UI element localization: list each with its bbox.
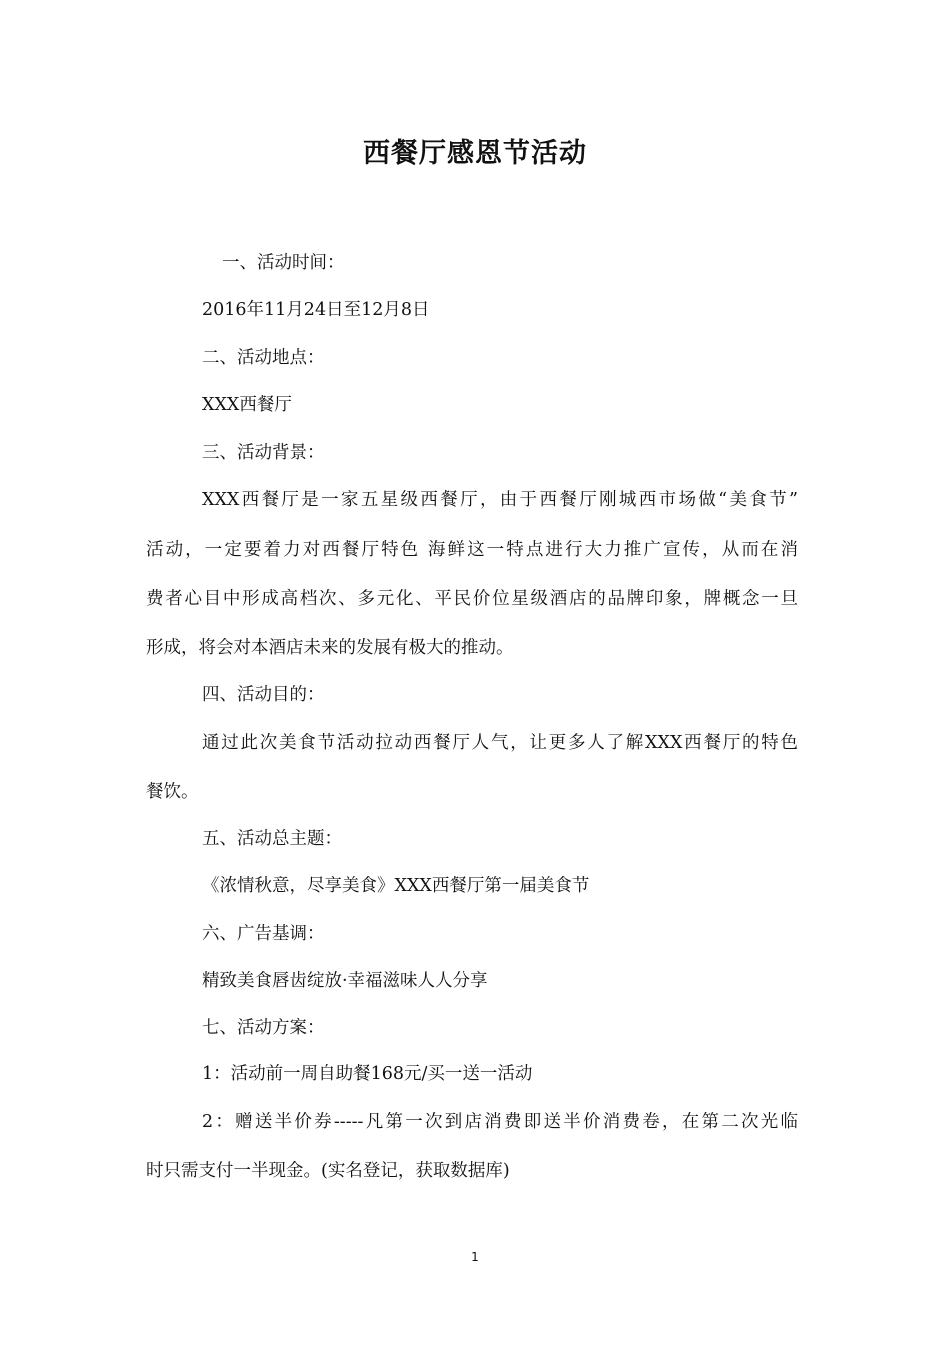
heading-activity-plan: 七、活动方案： [202, 1018, 325, 1038]
heading-activity-purpose: 四、活动目的： [202, 685, 325, 705]
activity-time-value: 2016年11月24日至12月8日 [202, 300, 430, 320]
plan-item-1: 1：活动前一周自助餐168元/买一送一活动 [202, 1064, 533, 1084]
heading-activity-background: 三、活动背景： [202, 443, 325, 463]
background-paragraph-line: 费者心目中形成高档次、多元化、平民价位星级酒店的品牌印象，牌概念一旦 [146, 589, 798, 609]
background-paragraph-line: 活动，一定要着力对西餐厅特色 海鲜这一特点进行大力推广宣传，从而在消 [146, 540, 798, 560]
ad-tone-value: 精致美食唇齿绽放·幸福滋味人人分享 [202, 971, 488, 991]
document-title: 西餐厅感恩节活动 [363, 138, 587, 169]
purpose-paragraph-line: 餐饮。 [146, 782, 199, 802]
background-paragraph-line: XXX西餐厅是一家五星级西餐厅，由于西餐厅刚城西市场做“美食节” [202, 490, 798, 510]
heading-activity-theme: 五、活动总主题： [202, 829, 342, 849]
plan-item-2-line: 时只需支付一半现金。(实名登记，获取数据库) [146, 1161, 510, 1181]
plan-item-2-line: 2：赠送半价券-----凡第一次到店消费即送半价消费卷，在第二次光临 [202, 1112, 798, 1132]
heading-ad-tone: 六、广告基调： [202, 924, 325, 944]
background-paragraph-line: 形成，将会对本酒店未来的发展有极大的推动。 [146, 638, 514, 658]
page-number: 1 [471, 1250, 479, 1264]
purpose-paragraph-line: 通过此次美食节活动拉动西餐厅人气，让更多人了解XXX西餐厅的特色 [202, 733, 798, 753]
heading-activity-location: 二、活动地点： [202, 348, 325, 368]
heading-activity-time: 一、活动时间： [222, 253, 345, 273]
activity-theme-value: 《浓情秋意，尽享美食》XXX西餐厅第一届美食节 [202, 876, 590, 896]
activity-location-value: XXX西餐厅 [202, 395, 292, 415]
